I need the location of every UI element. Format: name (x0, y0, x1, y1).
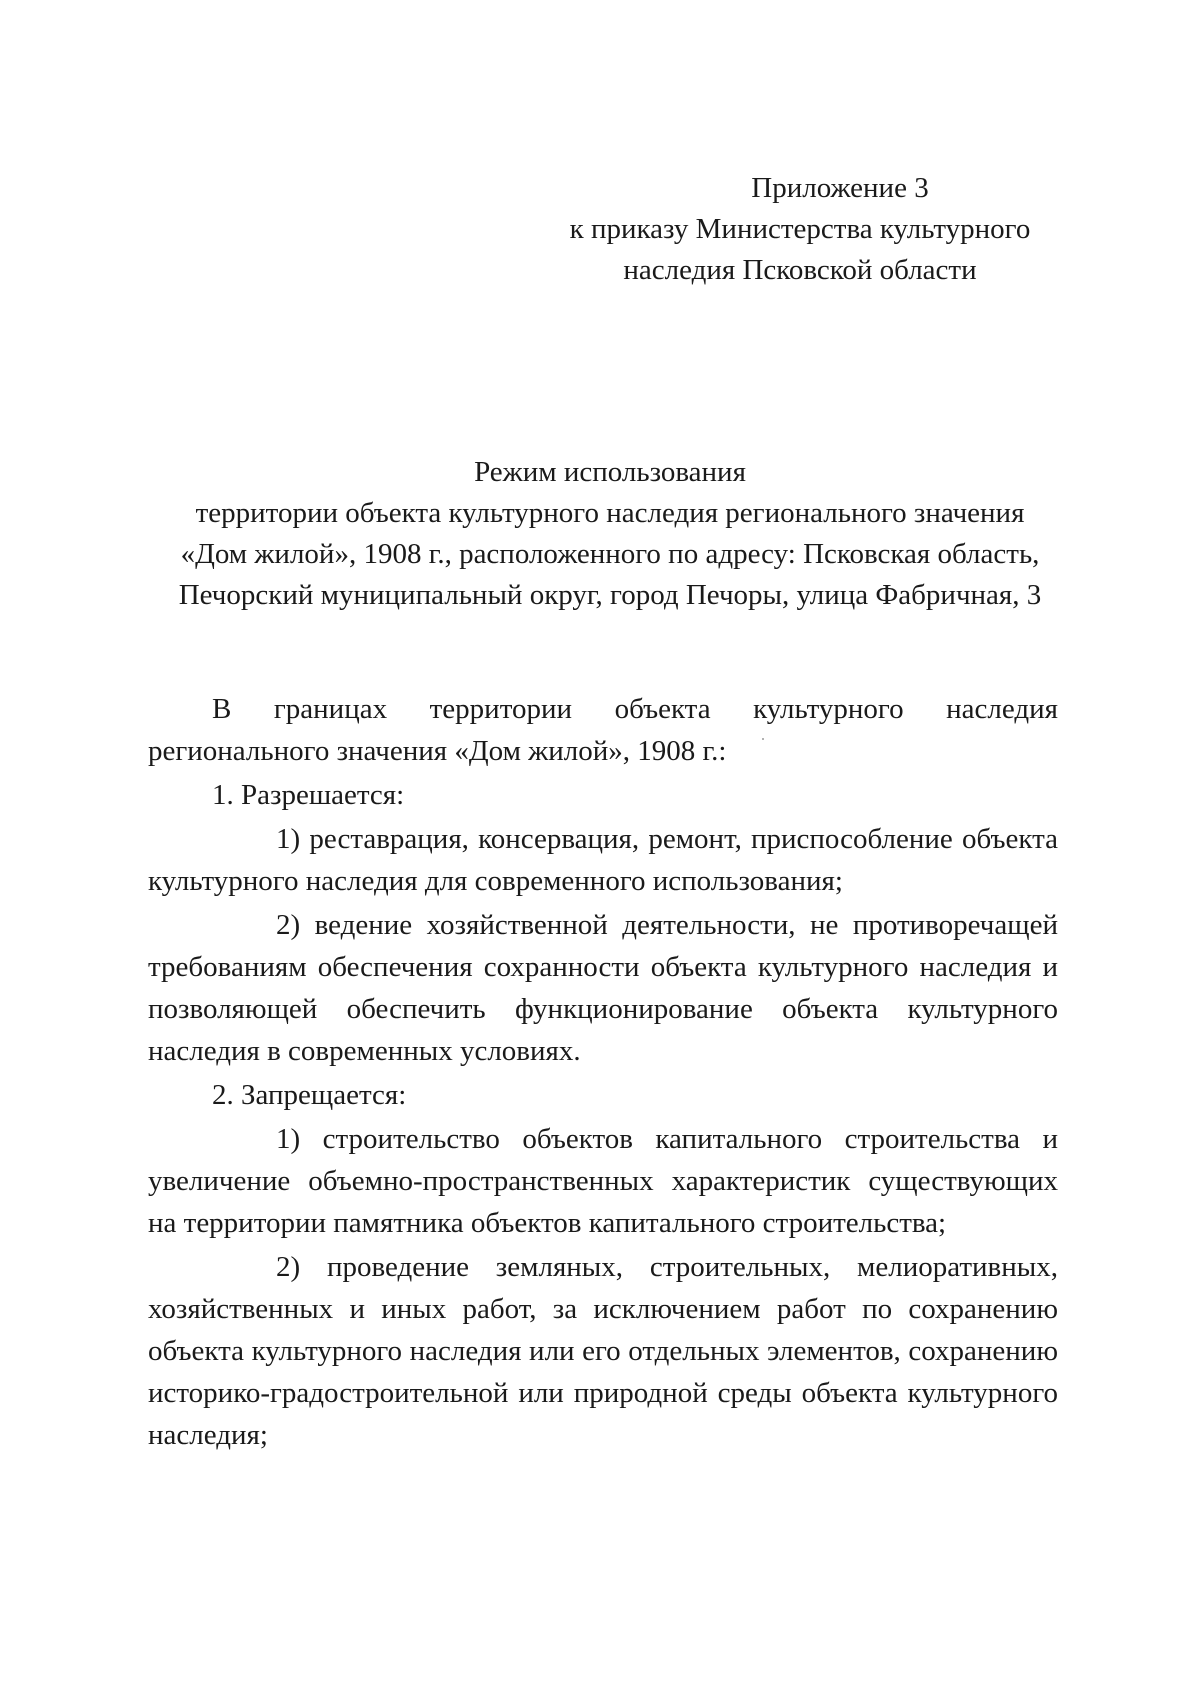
title-line-3: «Дом жилой», 1908 г., расположенного по адресу: Псковская область, (180, 538, 1040, 570)
appendix-header (560, 168, 1040, 291)
section-2-item-2 (148, 1246, 1058, 1456)
appendix-number: Приложение 3 (751, 172, 929, 204)
document-body (148, 688, 1058, 1458)
item-text: ведение хозяйственной деятельности, не противоречащей требованиям обеспечения сохранности объекта культурного наследия и позволяющей обеспечить функционирование объекта культурного наследия в современных условиях. (148, 909, 1058, 1067)
item-number: 1) (276, 1123, 301, 1155)
item-text: реставрация, консервация, ремонт, приспособление объекта культурного наследия для современного использования; (148, 823, 1058, 897)
item-number: 1) (276, 823, 301, 855)
item-text: проведение земляных, строительных, мелиоративных, хозяйственных и иных работ, за исключением работ по сохранению объекта культурного наследия или его отдельных элементов, сохранению историко-градостроительной или природной среды объекта культурного наследия; (148, 1251, 1058, 1451)
section-1-heading: 1. Разрешается: (212, 779, 405, 811)
intro-paragraph: В границах территории объекта культурного наследия регионального значения «Дом жилой», 1908 г.: (148, 693, 1058, 767)
section-1-item-1 (148, 818, 1058, 902)
title-line-4: Печорский муниципальный округ, город Печоры, улица Фабричная, 3 (178, 579, 1042, 611)
appendix-order-line: к приказу Министерства культурного (569, 213, 1031, 245)
section-2-heading: 2. Запрещается: (212, 1079, 407, 1111)
section-1-item-2 (148, 904, 1058, 1072)
section-2-item-1 (148, 1118, 1058, 1244)
item-text: строительство объектов капитального строительства и увеличение объемно-пространственных характеристик существующих на территории памятника объектов капитального строительства; (148, 1123, 1059, 1239)
document-title (160, 452, 1060, 616)
appendix-ministry-line: наследия Псковской области (623, 254, 977, 286)
title-line-2: территории объекта культурного наследия регионального значения (195, 497, 1025, 529)
item-number: 2) (276, 1251, 301, 1283)
item-number: 2) (276, 909, 301, 941)
title-line-1: Режим использования (474, 456, 746, 488)
